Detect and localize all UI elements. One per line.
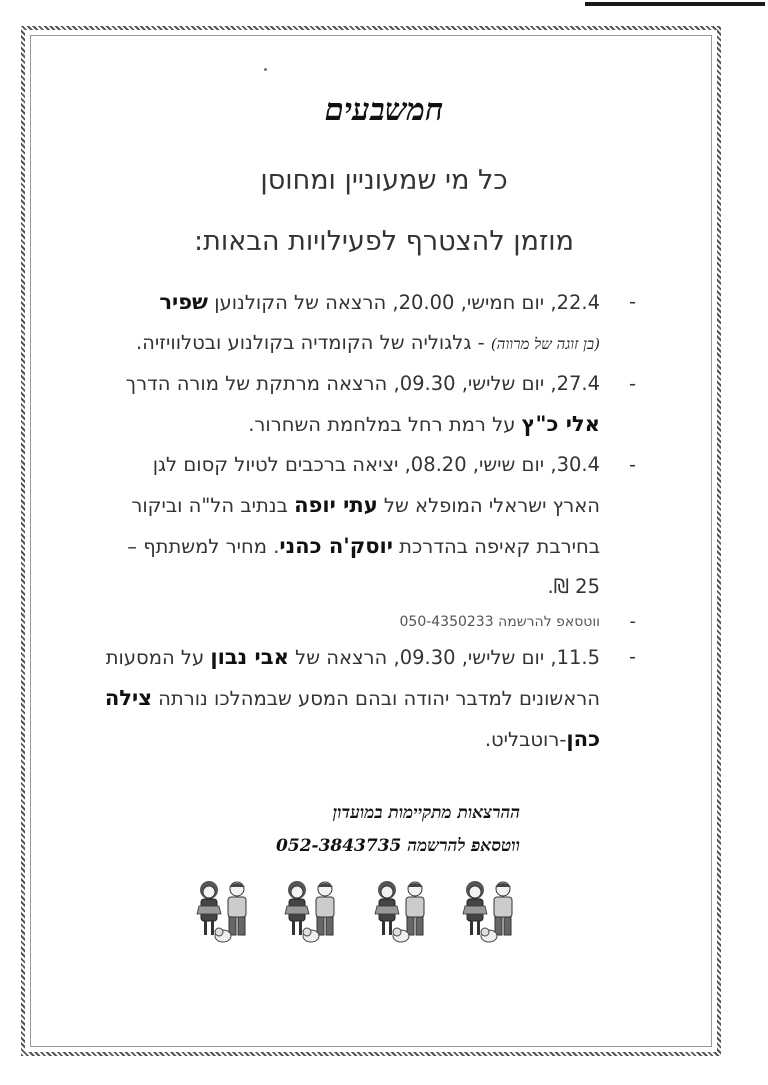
scan-edge-mark [585, 2, 765, 6]
activity-date: 27.4 [556, 372, 600, 395]
flyer-title: חמשבעים [324, 92, 444, 128]
activity-text: בנתיב הל"ה וביקור בחירבת קאיפה בהדרכת [131, 494, 600, 558]
guide-name: אלי כ"ץ [521, 411, 600, 436]
activity-date: 22.4 [556, 291, 600, 314]
activity-date: 11.5 [556, 646, 600, 669]
activity-price: . מחיר למשתתף – 25 ₪. [127, 535, 600, 598]
scan-speck [264, 68, 267, 71]
lecturer-name: שפיר [159, 289, 209, 314]
activity-text: , יום שלישי, 09.30, הרצאה של [288, 646, 557, 669]
activity-text: , יום שישי, 08.20, יציאה ברכבים לטיול קסום לגן הארץ ישראלי המופלא של [152, 453, 600, 517]
children-figure [197, 881, 246, 942]
activity-list [100, 282, 640, 760]
activity-text: -רוטבליט. [484, 728, 567, 751]
children-clipart [195, 874, 550, 944]
whatsapp-registration [100, 607, 640, 637]
person-name: צילה כהן [104, 685, 600, 751]
activity-text: על רמת רחל במלחמת השחרור. [248, 413, 522, 436]
children-figure [463, 881, 512, 942]
whatsapp-text: ווטסאפ להרשמה 050-4350233 [399, 614, 600, 630]
footer-whatsapp: ווטסאפ להרשמה 052-3843735 [276, 836, 520, 856]
children-figure [285, 881, 334, 942]
activity-text: , יום חמישי, 20.00, הרצאה של הקולנוען [208, 291, 557, 314]
activity-date: 30.4 [556, 453, 600, 476]
activity-text: , יום שלישי, 09.30, הרצאה מרתקת של מורה הדרך [125, 372, 557, 395]
subtitle-activities: מוזמן להצטרף לפעילויות הבאות: [194, 226, 574, 257]
activity-item [100, 364, 640, 445]
subtitle-invited: כל מי שמעוניין ומחוסן [260, 165, 508, 196]
activity-text: על המסעות הראשונים למדבר יהודה ובהם המסע שבמהלכו נורתה [105, 646, 600, 710]
activity-item [100, 637, 640, 760]
activity-note: (בן זוגה של מרווה) [490, 335, 600, 353]
activity-text: - גלגוליה של הקומדיה בקולנוע ובטלוויזיה. [135, 331, 491, 354]
host-name: עתי יופה [294, 492, 378, 517]
children-figure [375, 881, 424, 942]
activity-item [100, 445, 640, 607]
activity-item [100, 282, 640, 364]
guide-name: יוסק'ה כהני [279, 533, 393, 558]
footer-venue: ההרצאות מתקיימות במועדון [332, 803, 520, 823]
lecturer-name: אבי נבון [210, 644, 289, 669]
